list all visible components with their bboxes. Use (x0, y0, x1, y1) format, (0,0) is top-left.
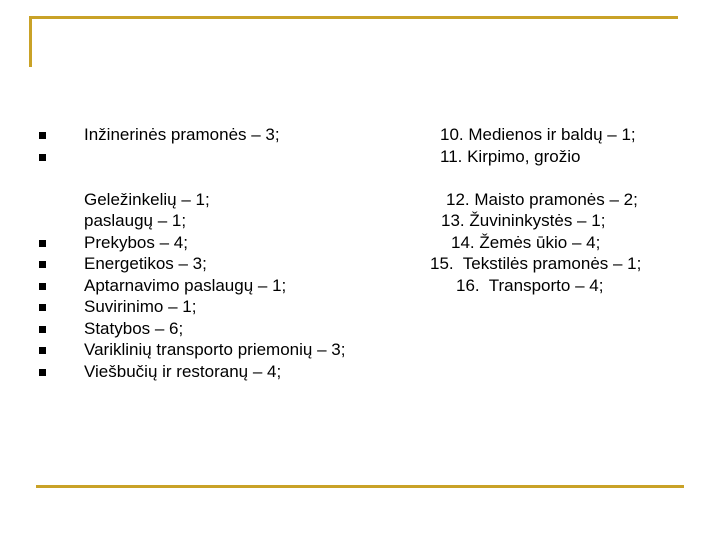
list-item (36, 275, 416, 297)
list-item-text: Aptarnavimo paslaugų – 1; (84, 275, 287, 295)
square-bullet-icon (39, 347, 46, 354)
square-bullet-icon (39, 283, 46, 290)
list-item (36, 339, 416, 361)
list-item-text: Geležinkelių – 1; paslaugų – 1; (84, 189, 210, 230)
list-item-text: Prekybos – 4; (84, 232, 188, 252)
frame-left-line (29, 16, 32, 67)
list-item-text: Energetikos – 3; (84, 254, 207, 273)
list-item (36, 232, 416, 254)
list-spacer (420, 167, 690, 189)
list-item: 15. Tekstilės pramonės – 1; (430, 254, 642, 273)
square-bullet-icon (39, 132, 46, 139)
list-item (36, 124, 416, 146)
square-bullet-icon (39, 369, 46, 376)
list-item: 11. Kirpimo, grožio (440, 146, 581, 166)
list-item-text: Suvirinimo – 1; (84, 297, 197, 316)
frame-bottom-line (36, 485, 684, 488)
square-bullet-icon (39, 304, 46, 311)
list-item: 12. Maisto pramonės – 2; (446, 189, 638, 209)
left-list (36, 124, 416, 382)
list-item (36, 361, 416, 383)
right-list (420, 124, 690, 296)
list-item (36, 296, 416, 318)
list-item: 13. Žuvininkystės – 1; (441, 211, 606, 230)
list-item: 10. Medienos ir baldų – 1; (440, 125, 636, 144)
list-item: 14. Žemės ūkio – 4; (451, 232, 601, 252)
square-bullet-icon (39, 261, 46, 268)
list-item-text: Statybos – 6; (84, 318, 184, 338)
square-bullet-icon (39, 154, 46, 161)
list-item-text: Viešbučių ir restoranų – 4; (84, 361, 282, 381)
list-item (36, 318, 416, 340)
list-item (36, 253, 416, 275)
frame-top-line (29, 16, 678, 19)
list-item: 16. Transporto – 4; (456, 275, 604, 295)
square-bullet-icon (39, 240, 46, 247)
list-item-text: Variklinių transporto priemonių – 3; (84, 340, 346, 359)
list-item (36, 146, 416, 232)
square-bullet-icon (39, 326, 46, 333)
list-item-text: Inžinerinės pramonės – 3; (84, 125, 280, 144)
